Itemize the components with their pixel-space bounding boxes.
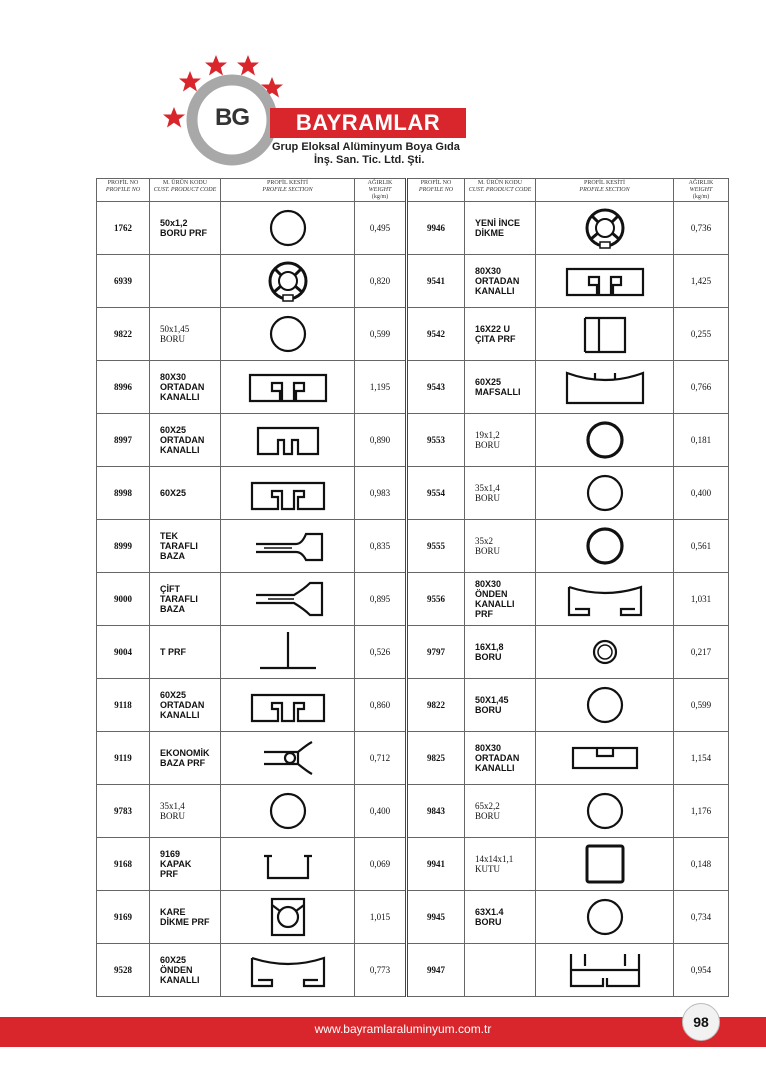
product-code: KARE DİKME PRF	[150, 891, 221, 944]
profile-weight: 1,176	[674, 785, 729, 838]
profile-weight: 0,983	[355, 467, 407, 520]
u-strip-icon	[555, 312, 655, 356]
profile-weight: 0,561	[674, 520, 729, 573]
profile-no: 9118	[97, 679, 150, 732]
product-code: 19x1,2 BORU	[465, 414, 536, 467]
profile-table	[96, 178, 729, 997]
profile-section	[536, 361, 674, 414]
profile-no: 8996	[97, 361, 150, 414]
profile-weight: 0,526	[355, 626, 407, 679]
profile-no: 9946	[407, 202, 465, 255]
profile-weight: 1,425	[674, 255, 729, 308]
profile-weight: 1,195	[355, 361, 407, 414]
profile-weight: 0,400	[674, 467, 729, 520]
profile-no: 9843	[407, 785, 465, 838]
channel-wide-icon	[555, 259, 655, 303]
base-eco-icon	[238, 736, 338, 780]
profile-section	[221, 891, 355, 944]
table-row	[97, 785, 729, 838]
header-product-code: M. ÜRÜN KODU CUST. PRODUCT CODE	[150, 179, 221, 202]
double-t-icon	[555, 948, 655, 992]
profile-weight: 0,599	[355, 308, 407, 361]
profile-no: 9168	[97, 838, 150, 891]
profile-section	[536, 891, 674, 944]
header-product-code: M. ÜRÜN KODU CUST. PRODUCT CODE	[465, 179, 536, 202]
product-code: 80X30 ÖNDEN KANALLI PRF	[465, 573, 536, 626]
profile-section	[536, 944, 674, 997]
logo-initials: BG	[215, 104, 249, 131]
profile-no: 9528	[97, 944, 150, 997]
product-code: TEK TARAFLI BAZA	[150, 520, 221, 573]
hinge-icon	[555, 365, 655, 409]
product-code: 80X30 ORTADAN KANALLI	[465, 255, 536, 308]
profile-no: 9169	[97, 891, 150, 944]
cap-icon	[238, 842, 338, 886]
table-row	[97, 626, 729, 679]
square-tube-icon	[555, 842, 655, 886]
profile-weight: 0,734	[674, 891, 729, 944]
table-row	[97, 573, 729, 626]
profile-no: 8997	[97, 414, 150, 467]
product-code: 60X25 MAFSALLI	[465, 361, 536, 414]
table-row	[97, 732, 729, 785]
profile-section	[536, 785, 674, 838]
product-code: 65x2,2 BORU	[465, 785, 536, 838]
header-weight: AĞIRLIK WEIGHT (kg/m)	[674, 179, 729, 202]
profile-weight: 1,015	[355, 891, 407, 944]
table-row	[97, 520, 729, 573]
profile-no: 9555	[407, 520, 465, 573]
profile-no: 6939	[97, 255, 150, 308]
profile-no: 9541	[407, 255, 465, 308]
product-code: 50X1,45 BORU	[465, 679, 536, 732]
profile-section	[536, 467, 674, 520]
base-single-icon	[238, 524, 338, 568]
header-profile-no: PROFİL NO PROFILE NO	[97, 179, 150, 202]
profile-no: 9542	[407, 308, 465, 361]
profile-section	[221, 838, 355, 891]
profile-no: 9822	[407, 679, 465, 732]
profile-weight: 0,069	[355, 838, 407, 891]
product-code: 35x1,4 BORU	[150, 785, 221, 838]
profile-no: 9554	[407, 467, 465, 520]
profile-no: 9543	[407, 361, 465, 414]
profile-no: 9822	[97, 308, 150, 361]
profile-weight: 0,148	[674, 838, 729, 891]
profile-weight: 0,736	[674, 202, 729, 255]
header-weight: AĞIRLIK WEIGHT (kg/m)	[355, 179, 407, 202]
product-code: 50x1,45 BORU	[150, 308, 221, 361]
page-number: 98	[682, 1003, 720, 1041]
profile-section	[221, 308, 355, 361]
table-row	[97, 414, 729, 467]
product-code: 80X30 ORTADAN KANALLI	[150, 361, 221, 414]
profile-section	[221, 679, 355, 732]
product-code: T PRF	[150, 626, 221, 679]
profile-weight: 0,400	[355, 785, 407, 838]
product-code: 9169 KAPAK PRF	[150, 838, 221, 891]
product-code: 60X25 ORTADAN KANALLI	[150, 679, 221, 732]
product-code	[150, 255, 221, 308]
circle-thick-icon	[555, 524, 655, 568]
profile-no: 8999	[97, 520, 150, 573]
product-code: 14x14x1,1 KUTU	[465, 838, 536, 891]
profile-weight: 0,890	[355, 414, 407, 467]
base-double-icon	[238, 577, 338, 621]
profile-no: 9119	[97, 732, 150, 785]
header-profile-no: PROFİL NO PROFILE NO	[407, 179, 465, 202]
profile-weight: 0,954	[674, 944, 729, 997]
profile-no: 9000	[97, 573, 150, 626]
profile-section	[221, 626, 355, 679]
channel-flat-icon	[555, 736, 655, 780]
profile-weight: 0,895	[355, 573, 407, 626]
profile-section	[221, 202, 355, 255]
profile-no: 9947	[407, 944, 465, 997]
profile-no: 9797	[407, 626, 465, 679]
profile-no: 1762	[97, 202, 150, 255]
profile-section	[221, 467, 355, 520]
profile-weight: 1,031	[674, 573, 729, 626]
profile-weight: 0,835	[355, 520, 407, 573]
profile-section	[536, 679, 674, 732]
profile-section	[536, 626, 674, 679]
circle-thin-icon	[555, 895, 655, 939]
ring-post-icon	[238, 259, 338, 303]
profile-section	[536, 414, 674, 467]
footer-url[interactable]: www.bayramlaraluminyum.com.tr	[314, 1022, 492, 1036]
product-code: 60X25 ÖNDEN KANALLI	[150, 944, 221, 997]
profile-section	[221, 573, 355, 626]
profile-weight: 1,154	[674, 732, 729, 785]
table-row	[97, 202, 729, 255]
header-section: PROFİL KESİTİ PROFILE SECTION	[221, 179, 355, 202]
profile-no: 9941	[407, 838, 465, 891]
profile-section	[536, 308, 674, 361]
product-code: ÇİFT TARAFLI BAZA	[150, 573, 221, 626]
channel-double-icon	[238, 683, 338, 727]
circle-double-icon	[555, 630, 655, 674]
profile-no: 9783	[97, 785, 150, 838]
company-name	[272, 141, 460, 167]
table-row	[97, 467, 729, 520]
profile-section	[536, 255, 674, 308]
profile-section	[536, 573, 674, 626]
profile-no: 9945	[407, 891, 465, 944]
t-profile-icon	[238, 630, 338, 674]
channel-wide-icon	[238, 365, 338, 409]
profile-section	[221, 414, 355, 467]
profile-section	[221, 520, 355, 573]
profile-section	[536, 732, 674, 785]
profile-weight: 0,255	[674, 308, 729, 361]
profile-section	[221, 944, 355, 997]
profile-section	[536, 520, 674, 573]
profile-no: 9004	[97, 626, 150, 679]
table-row	[97, 679, 729, 732]
product-code: 60X25 ORTADAN KANALLI	[150, 414, 221, 467]
profile-section	[221, 361, 355, 414]
brand-name: BAYRAMLAR	[270, 108, 466, 138]
circle-thin-icon	[555, 683, 655, 727]
circle-thin-icon	[238, 789, 338, 833]
table-row	[97, 308, 729, 361]
product-code: 60X25	[150, 467, 221, 520]
profile-section	[221, 255, 355, 308]
profile-section	[536, 838, 674, 891]
table-row	[97, 891, 729, 944]
profile-section	[221, 785, 355, 838]
profile-no: 9553	[407, 414, 465, 467]
table-row	[97, 255, 729, 308]
profile-section	[221, 732, 355, 785]
profile-weight: 0,495	[355, 202, 407, 255]
product-code: 63X1.4 BORU	[465, 891, 536, 944]
square-post-icon	[238, 895, 338, 939]
table-row	[97, 944, 729, 997]
table-row	[97, 838, 729, 891]
product-code: 35x1,4 BORU	[465, 467, 536, 520]
header-section: PROFİL KESİTİ PROFILE SECTION	[536, 179, 674, 202]
profile-weight: 0,217	[674, 626, 729, 679]
product-code: 16X22 U ÇITA PRF	[465, 308, 536, 361]
front-channel-icon	[238, 948, 338, 992]
profile-weight: 0,773	[355, 944, 407, 997]
company-line-2: İnş. San. Tic. Ltd. Şti.	[314, 154, 425, 166]
circle-thin-icon	[238, 312, 338, 356]
profile-weight: 0,181	[674, 414, 729, 467]
profile-weight: 0,860	[355, 679, 407, 732]
product-code: YENİ İNCE DİKME	[465, 202, 536, 255]
circle-thick-icon	[555, 418, 655, 462]
profile-weight: 0,712	[355, 732, 407, 785]
front-channel-icon	[555, 577, 655, 621]
product-code	[465, 944, 536, 997]
channel-narrow-icon	[238, 418, 338, 462]
table-row	[97, 361, 729, 414]
profile-no: 9825	[407, 732, 465, 785]
profile-weight: 0,766	[674, 361, 729, 414]
table-header	[97, 179, 729, 202]
product-code: 16X1,8 BORU	[465, 626, 536, 679]
profile-weight: 0,599	[674, 679, 729, 732]
company-line-1: Grup Eloksal Alüminyum Boya Gıda	[272, 141, 460, 153]
profile-weight: 0,820	[355, 255, 407, 308]
channel-double-icon	[238, 471, 338, 515]
circle-thin-icon	[555, 471, 655, 515]
product-code: EKONOMİK BAZA PRF	[150, 732, 221, 785]
product-code: 35x2 BORU	[465, 520, 536, 573]
product-code: 50x1,2 BORU PRF	[150, 202, 221, 255]
profile-no: 9556	[407, 573, 465, 626]
profile-no: 8998	[97, 467, 150, 520]
profile-section	[536, 202, 674, 255]
circle-thin-icon	[555, 789, 655, 833]
ring-post-icon	[555, 206, 655, 250]
product-code: 80X30 ORTADAN KANALLI	[465, 732, 536, 785]
circle-thin-icon	[238, 206, 338, 250]
